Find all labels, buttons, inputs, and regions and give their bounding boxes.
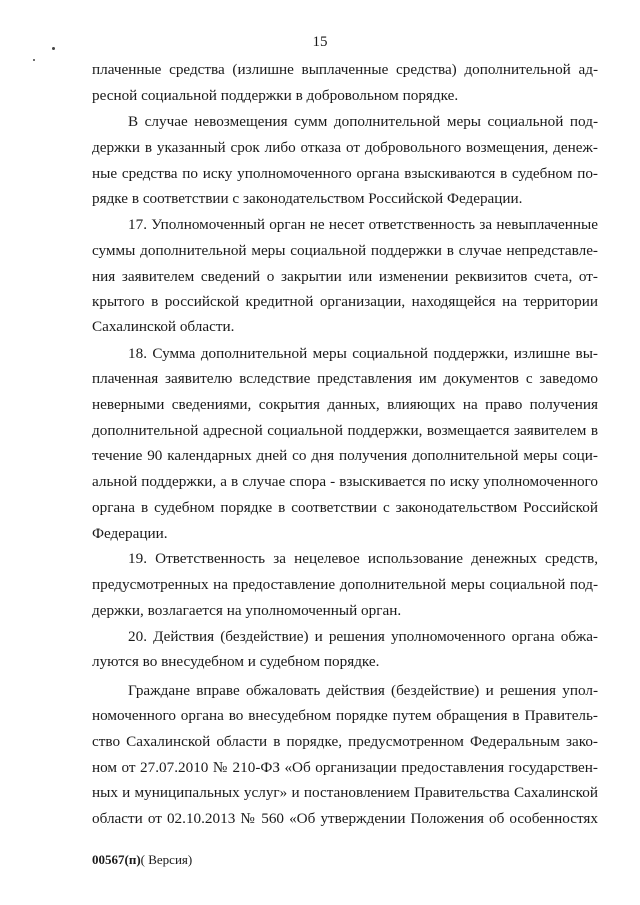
footer-code: 00567(п) bbox=[92, 852, 141, 867]
text-line: держки, возлагается на уполномоченный орган. bbox=[92, 602, 402, 619]
page-number: 15 bbox=[312, 34, 328, 50]
paragraph-first-line: В случае невозмещения сумм дополнительной меры социальной под- bbox=[128, 113, 598, 130]
text-line: Сахалинской области. bbox=[92, 318, 235, 335]
paragraph-first-line: 17. Уполномоченный орган не несет ответственность за невыплаченные bbox=[128, 216, 598, 233]
paragraph-first-line: 19. Ответственность за нецелевое использование денежных средств, bbox=[128, 550, 598, 567]
text-line: органа в судебном порядке в соответствии с законодательством Российской bbox=[92, 499, 598, 516]
text-line: альной поддержки, а в случае спора - взыскивается по иску уполномоченного bbox=[92, 473, 598, 490]
scan-speck bbox=[33, 59, 35, 61]
text-line: плаченные средства (излишне выплаченные средства) дополнительной ад- bbox=[92, 61, 598, 78]
footer-version: ( Версия) bbox=[140, 852, 193, 867]
text-line: ния заявителем сведений о закрытии или изменении реквизитов счета, от- bbox=[92, 268, 598, 285]
text-line: предусмотренных на предоставление дополнительной меры социальной под- bbox=[92, 576, 598, 593]
text-line: неверными сведениями, сокрытия данных, влияющих на право получения bbox=[92, 396, 598, 413]
text-line: плаченная заявителю вследствие представления им документов с заведомо bbox=[92, 370, 598, 387]
scan-speck bbox=[52, 47, 55, 50]
text-line: ном от 27.07.2010 № 210-ФЗ «Об организации предоставления государствен- bbox=[92, 759, 598, 776]
text-line: дополнительной адресной социальной поддержки, возмещается заявителем в bbox=[92, 422, 598, 439]
text-line: крытого в российской кредитной организации, находящейся на территории bbox=[92, 293, 598, 310]
paragraph-first-line: Граждане вправе обжаловать действия (бездействие) и решения упол- bbox=[128, 682, 598, 699]
text-line: держки в указанный срок либо отказа от добровольного возмещения, денеж- bbox=[92, 139, 598, 156]
document-footer bbox=[92, 852, 192, 868]
text-line: области от 02.10.2013 № 560 «Об утверждении Положения об особенностях bbox=[92, 810, 598, 827]
text-line: ные средства по иску уполномоченного органа взыскиваются в судебном по- bbox=[92, 165, 598, 182]
text-line: ресной социальной поддержки в добровольном порядке. bbox=[92, 87, 459, 104]
text-line: номоченного органа во внесудебном порядке путем обращения в Правитель- bbox=[92, 707, 598, 724]
text-line: течение 90 календарных дней со дня получения дополнительной меры соци- bbox=[92, 447, 598, 464]
text-line: ство Сахалинской области в порядке, предусмотренном Федеральным зако- bbox=[92, 733, 598, 750]
text-line: рядке в соответствии с законодательством Российской Федерации. bbox=[92, 190, 523, 207]
text-line: луются во внесудебном и судебном порядке. bbox=[92, 653, 380, 670]
text-line: суммы дополнительной меры социальной поддержки в случае непредставле- bbox=[92, 242, 598, 259]
text-line: Федерации. bbox=[92, 525, 168, 542]
paragraph-first-line: 18. Сумма дополнительной меры социальной поддержки, излишне вы- bbox=[128, 345, 598, 362]
text-line: ных и муниципальных услуг» и постановлением Правительства Сахалинской bbox=[92, 784, 598, 801]
paragraph-first-line: 20. Действия (бездействие) и решения уполномоченного органа обжа- bbox=[128, 628, 598, 645]
